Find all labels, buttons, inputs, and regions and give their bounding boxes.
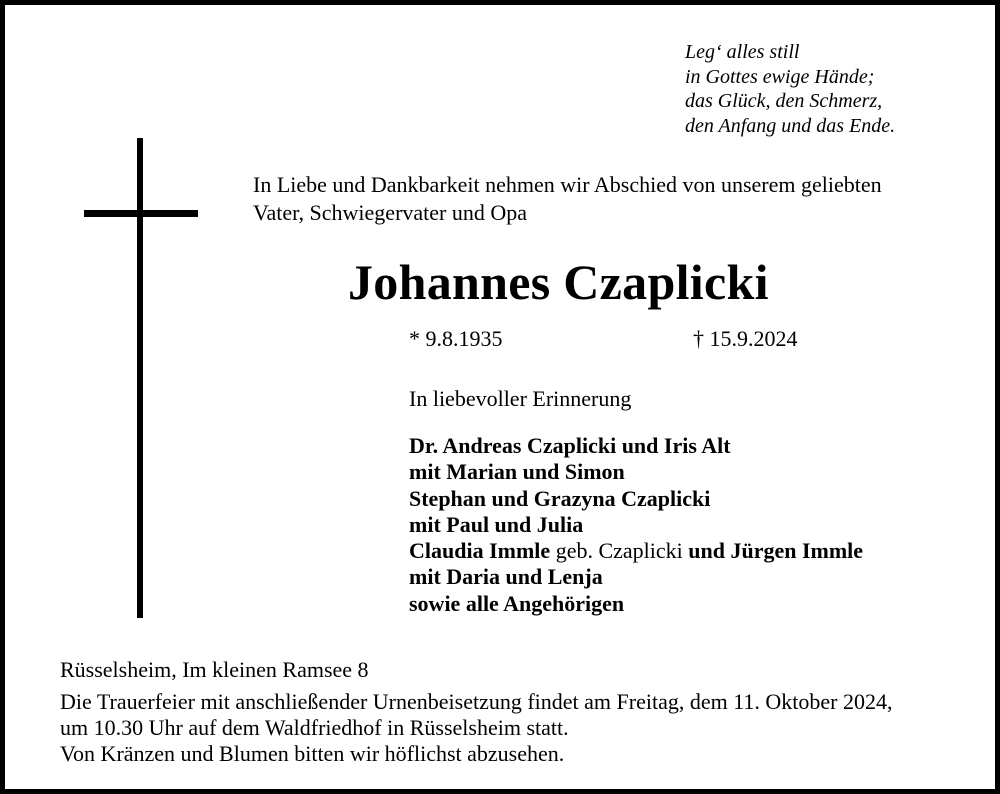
- info-line: um 10.30 Uhr auf dem Waldfriedhof in Rüsselsheim statt.: [60, 715, 569, 740]
- poem-line: das Glück, den Schmerz,: [685, 90, 883, 112]
- family-line: mit Marian und Simon: [409, 459, 625, 485]
- deceased-name: Johannes Czaplicki: [348, 254, 769, 310]
- memory-line: In liebevoller Erinnerung: [409, 386, 632, 411]
- funeral-info: [60, 689, 893, 767]
- maiden-name: geb. Czaplicki: [550, 538, 689, 564]
- family-name-part: Claudia Immle: [409, 538, 551, 564]
- address: Rüsselsheim, Im kleinen Ramsee 8: [60, 657, 369, 682]
- poem: [685, 40, 895, 138]
- intro-line: Vater, Schwiegervater und Opa: [253, 199, 528, 225]
- family-line: sowie alle Angehörigen: [409, 590, 625, 616]
- info-line: Von Kränzen und Blumen bitten wir höflichst abzusehen.: [60, 741, 565, 766]
- family-line: mit Paul und Julia: [409, 511, 584, 537]
- poem-line: den Anfang und das Ende.: [685, 114, 896, 137]
- intro-line: In Liebe und Dankbarkeit nehmen wir Abschied von unserem geliebten: [253, 172, 882, 197]
- death-date: † 15.9.2024: [693, 326, 798, 351]
- info-line: Die Trauerfeier mit anschließender Urnenbeisetzung findet am Freitag, dem 11. Oktober 2024,: [60, 689, 893, 714]
- family-name-part: und Jürgen Immle: [688, 538, 864, 564]
- poem-line: Leg‘ alles still: [685, 41, 800, 63]
- family-line: mit Daria und Lenja: [409, 564, 603, 590]
- family-line: Stephan und Grazyna Czaplicki: [409, 485, 711, 511]
- intro-text: [253, 171, 882, 226]
- birth-date: * 9.8.1935: [409, 326, 503, 351]
- family-line: Dr. Andreas Czaplicki und Iris Alt: [409, 433, 731, 458]
- cross-horizontal-bar: [84, 210, 198, 217]
- poem-line: in Gottes ewige Hände;: [685, 65, 875, 88]
- family-signature: [409, 433, 863, 617]
- family-line: [409, 538, 863, 564]
